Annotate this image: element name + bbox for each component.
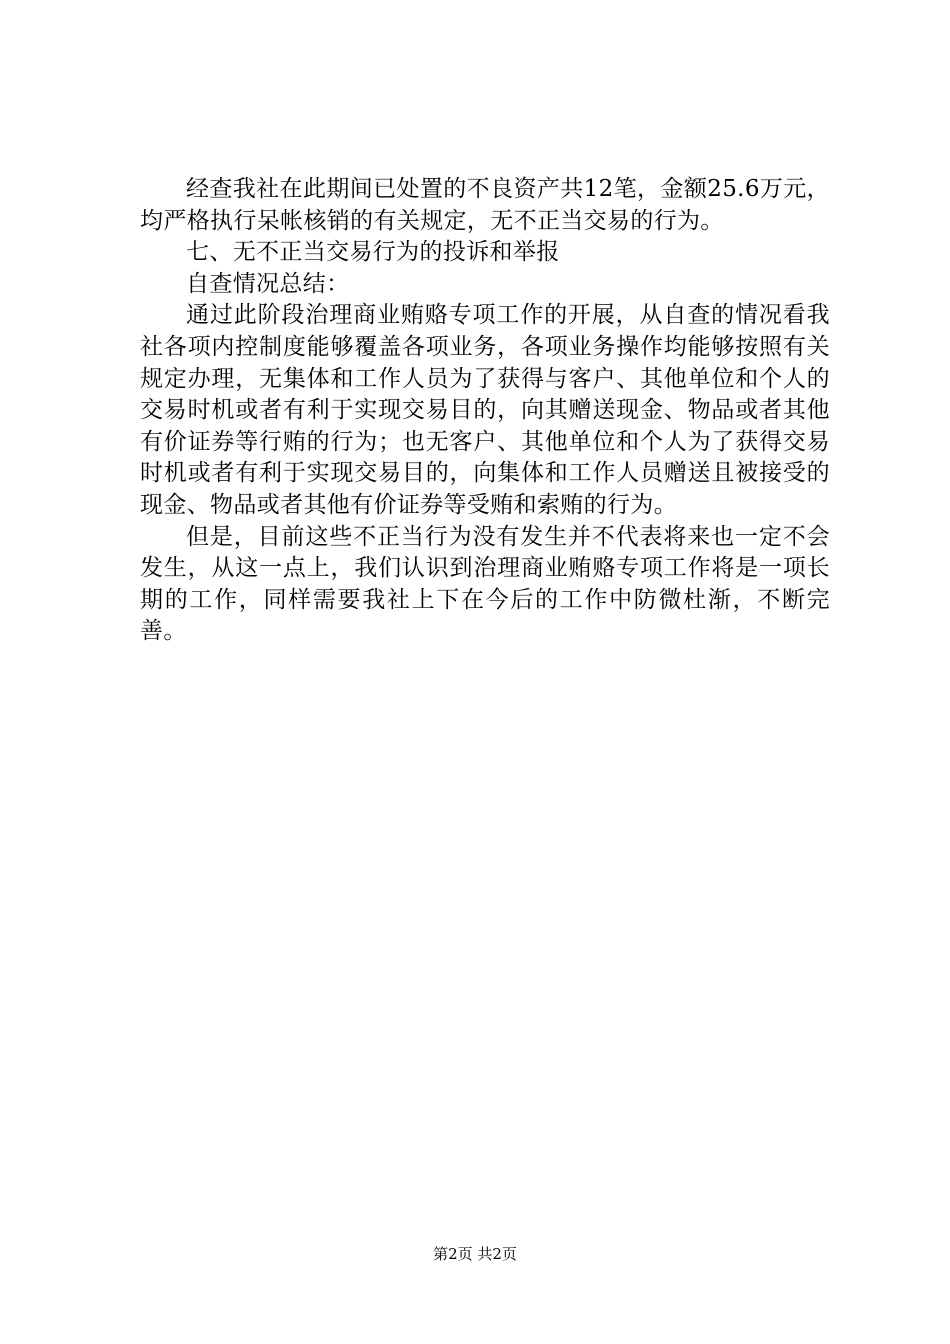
document-body: [140, 174, 830, 648]
section-heading-complaints: 七、无不正当交易行为的投诉和举报: [186, 239, 560, 266]
section-heading-summary: 自查情况总结：: [186, 270, 350, 297]
paragraph-summary: 通过此阶段治理商业贿赂专项工作的开展，从自查的情况看我社各项内控制度能够覆盖各项业务，各项业务操作均能够按照有关规定办理，无集体和工作人员为了获得与客户、其他单位和个人的交易时机或者有利于实现交易目的，向其赠送现金、物品或者其他有价证券等行贿的行为；也无客户、其他单位和个人为了获得交易时机或者有利于实现交易目的，向集体和工作人员赠送且被接受的现金、物品或者其他有价证券等受贿和索贿的行为。: [140, 302, 830, 518]
paragraph-asset-disposal: 经查我社在此期间已处置的不良资产共12笔，金额25.6万元，均严格执行呆帐核销的有关规定，无不正当交易的行为。: [140, 176, 830, 234]
page-footer: [0, 1244, 950, 1264]
page-number: 第2页 共2页: [433, 1245, 517, 1263]
paragraph-conclusion: 但是，目前这些不正当行为没有发生并不代表将来也一定不会发生，从这一点上，我们认识到治理商业贿赂专项工作将是一项长期的工作，同样需要我社上下在今后的工作中防微杜渐，不断完善。: [140, 523, 830, 645]
